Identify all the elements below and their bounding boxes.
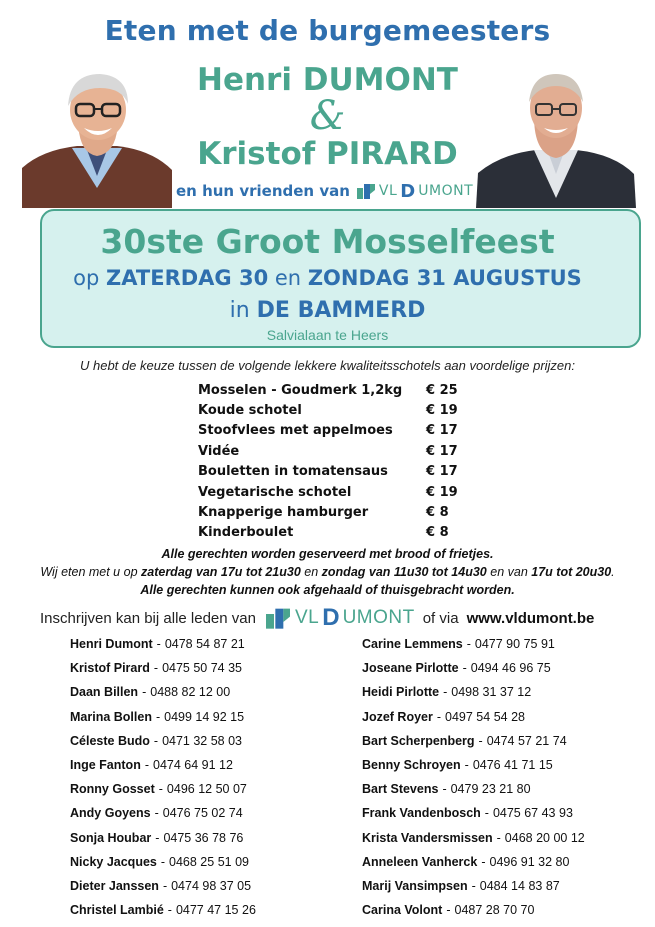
- member-name: Christel Lambié: [70, 903, 164, 918]
- separator: -: [446, 903, 451, 918]
- logo-text-d: D: [400, 180, 416, 202]
- separator: -: [478, 733, 483, 748]
- separator: -: [481, 854, 486, 869]
- member-name: Benny Schroyen: [362, 758, 461, 773]
- member-phone: 0476 41 71 15: [472, 758, 553, 773]
- member-contact: [70, 729, 256, 753]
- member-phone: 0471 32 58 03: [162, 733, 243, 748]
- member-phone: 0497 54 54 28: [445, 709, 525, 724]
- menu-item-price: € 17: [426, 423, 458, 439]
- separator: -: [443, 685, 448, 700]
- member-contact: [362, 801, 585, 825]
- member-name: Anneleen Vanherck: [362, 854, 478, 869]
- menu-item-name: Koude schotel: [198, 403, 302, 419]
- member-contact: [70, 753, 256, 777]
- member-phone: 0477 90 75 91: [474, 637, 555, 652]
- menu-item: [198, 502, 478, 522]
- register-or: of via: [422, 609, 459, 627]
- vldumont-logo-icon: [264, 606, 292, 630]
- menu-item: [198, 523, 478, 543]
- member-contact: [362, 656, 585, 680]
- menu-item-name: Vegetarische schotel: [198, 484, 352, 500]
- note-bread: Alle gerechten worden geserveerd met brood of frietjes.: [161, 547, 494, 561]
- member-contact: [70, 801, 256, 825]
- logo-text-vl: VL: [294, 607, 320, 628]
- member-phone: 0468 20 00 12: [504, 830, 585, 845]
- member-name: Heidi Pirlotte: [362, 685, 440, 700]
- separator: -: [484, 806, 489, 821]
- member-phone: 0494 46 96 75: [470, 661, 551, 676]
- dates-mid: en: [274, 266, 302, 290]
- member-contact: [70, 656, 256, 680]
- logo-text-umont: UMONT: [342, 607, 415, 628]
- event-place: [0, 298, 655, 323]
- member-phone: 0487 28 70 70: [454, 903, 535, 918]
- member-name: Inge Fanton: [70, 758, 141, 773]
- member-contact: [362, 850, 585, 874]
- times-sunday-evening: 17u tot 20u30: [531, 565, 612, 579]
- member-contact: [70, 850, 256, 874]
- separator: -: [496, 830, 501, 845]
- ampersand: &: [309, 93, 346, 139]
- separator: -: [144, 758, 149, 773]
- menu-list: [198, 380, 478, 543]
- member-name: Marij Vansimpsen: [362, 878, 468, 893]
- event-dates: [0, 266, 655, 290]
- times-period: .: [611, 565, 615, 579]
- logo-text-umont: UMONT: [418, 183, 474, 199]
- event-title: 30ste Groot Mosselfeest: [100, 222, 555, 261]
- menu-item-name: Kinderboulet: [198, 525, 294, 541]
- menu-item-price: € 19: [426, 403, 458, 419]
- separator: -: [160, 854, 166, 869]
- separator: -: [155, 830, 160, 845]
- member-contact: [362, 777, 585, 801]
- members-list-right: [362, 632, 585, 922]
- friends-text: en hun vrienden van: [176, 182, 350, 200]
- member-phone: 0474 98 37 05: [171, 878, 252, 893]
- times-text: en: [304, 565, 319, 579]
- friends-line: [176, 180, 473, 202]
- member-phone: 0479 23 21 80: [450, 782, 531, 797]
- menu-item-name: Knapperige hamburger: [198, 505, 369, 521]
- menu-item: [198, 482, 478, 502]
- menu-item: [198, 441, 478, 461]
- member-contact: [362, 680, 585, 704]
- separator: -: [462, 661, 467, 676]
- member-name: Krista Vandersmissen: [362, 830, 493, 845]
- note-takeaway: Alle gerechten kunnen ook afgehaald of thuisgebracht worden.: [140, 583, 515, 597]
- member-contact: [70, 632, 256, 656]
- vldumont-logo-large: [264, 604, 415, 632]
- date-day2: ZONDAG 31 AUGUSTUS: [307, 266, 582, 290]
- separator: -: [167, 903, 172, 918]
- member-phone: 0475 36 78 76: [163, 830, 244, 845]
- member-contact: [70, 777, 256, 801]
- note-times: [0, 565, 655, 579]
- member-phone: 0484 14 83 87: [479, 878, 560, 893]
- separator: -: [158, 782, 163, 797]
- member-name: Henri Dumont: [70, 637, 153, 652]
- member-phone: 0475 50 74 35: [162, 661, 243, 676]
- menu-item-name: Vidée: [198, 443, 240, 459]
- place-name: DE BAMMERD: [256, 298, 426, 323]
- member-name: Dieter Janssen: [70, 878, 159, 893]
- dates-pre: op: [73, 266, 100, 290]
- member-name: Andy Goyens: [70, 806, 151, 821]
- separator: -: [162, 878, 168, 893]
- member-contact: [362, 874, 585, 898]
- menu-item-name: Bouletten in tomatensaus: [198, 464, 388, 480]
- separator: -: [142, 685, 147, 700]
- register-line: [40, 604, 594, 632]
- member-phone: 0474 64 91 12: [153, 758, 233, 773]
- member-name: Marina Bollen: [70, 709, 152, 724]
- menu-item-name: Stoofvlees met appelmoes: [198, 423, 393, 439]
- member-contact: [362, 826, 585, 850]
- member-contact: [362, 898, 585, 922]
- member-contact: [362, 753, 585, 777]
- member-phone: 0478 54 87 21: [164, 637, 245, 652]
- member-name: Jozef Royer: [362, 709, 433, 724]
- member-name: Carina Volont: [362, 903, 443, 918]
- member-contact: [362, 632, 585, 656]
- menu-item-price: € 8: [426, 525, 449, 541]
- separator: -: [153, 661, 159, 676]
- menu-intro: U hebt de keuze tussen de volgende lekkere kwaliteitsschotels aan voordelige prijzen:: [79, 358, 575, 373]
- times-text: Wij eten met u op: [40, 565, 138, 579]
- member-phone: 0488 82 12 00: [150, 685, 231, 700]
- member-name: Joseane Pirlotte: [362, 661, 459, 676]
- members-list-left: [70, 632, 256, 922]
- member-name: Bart Scherpenberg: [362, 733, 475, 748]
- member-name: Carine Lemmens: [362, 637, 463, 652]
- member-name: Ronny Gosset: [70, 782, 155, 797]
- times-sunday-noon: zondag van 11u30 tot 14u30: [321, 565, 487, 579]
- separator: -: [464, 758, 469, 773]
- member-contact: [362, 729, 585, 753]
- member-phone: 0496 12 50 07: [166, 782, 247, 797]
- menu-item: [198, 380, 478, 400]
- member-phone: 0475 67 43 93: [492, 806, 573, 821]
- vldumont-logo: [356, 181, 473, 202]
- menu-item-name: Mosselen - Goudmerk 1,2kg: [198, 382, 403, 398]
- place-pre: in: [229, 298, 250, 323]
- menu-item-price: € 19: [426, 484, 458, 500]
- name-henri-dumont: Henri DUMONT: [197, 62, 458, 98]
- separator: -: [442, 782, 447, 797]
- separator: -: [153, 733, 159, 748]
- member-contact: [70, 680, 256, 704]
- website-link[interactable]: www.vldumont.be: [466, 609, 595, 627]
- member-contact: [70, 705, 256, 729]
- member-name: Daan Billen: [70, 685, 139, 700]
- menu-item-price: € 8: [426, 505, 449, 521]
- name-kristof-pirard: Kristof PIRARD: [197, 136, 458, 172]
- member-contact: [70, 898, 256, 922]
- member-name: Kristof Pirard: [70, 661, 150, 676]
- member-phone: 0499 14 92 15: [164, 709, 245, 724]
- menu-item: [198, 400, 478, 420]
- separator: -: [471, 878, 476, 893]
- separator: -: [436, 709, 442, 724]
- member-phone: 0477 47 15 26: [175, 903, 256, 918]
- member-name: Sonja Houbar: [70, 830, 152, 845]
- menu-item-price: € 25: [426, 382, 458, 398]
- member-phone: 0476 75 02 74: [162, 806, 243, 821]
- member-name: Nicky Jacques: [70, 854, 157, 869]
- menu-item-price: € 17: [426, 464, 458, 480]
- event-address: Salvialaan te Heers: [266, 327, 389, 343]
- separator: -: [155, 709, 161, 724]
- separator: -: [154, 806, 159, 821]
- separator: -: [156, 637, 161, 652]
- member-contact: [70, 874, 256, 898]
- member-phone: 0468 25 51 09: [169, 854, 249, 869]
- menu-item-price: € 17: [426, 443, 458, 459]
- member-contact: [70, 826, 256, 850]
- logo-text-d: D: [322, 604, 340, 631]
- member-name: Céleste Budo: [70, 733, 150, 748]
- member-name: Frank Vandenbosch: [362, 806, 481, 821]
- member-name: Bart Stevens: [362, 782, 439, 797]
- separator: -: [466, 637, 471, 652]
- date-day1: ZATERDAG 30: [106, 266, 269, 290]
- register-text: Inschrijven kan bij alle leden van: [40, 609, 256, 627]
- member-phone: 0474 57 21 74: [486, 733, 567, 748]
- vldumont-logo-icon: [356, 182, 376, 200]
- times-text: en van: [490, 565, 528, 579]
- member-phone: 0496 91 32 80: [489, 854, 570, 869]
- member-contact: [362, 705, 585, 729]
- member-phone: 0498 31 37 12: [451, 685, 532, 700]
- logo-text-vl: VL: [378, 183, 398, 199]
- menu-item: [198, 421, 478, 441]
- times-saturday: zaterdag van 17u tot 21u30: [141, 565, 301, 579]
- page-title: Eten met de burgemeesters: [104, 14, 551, 47]
- menu-item: [198, 462, 478, 482]
